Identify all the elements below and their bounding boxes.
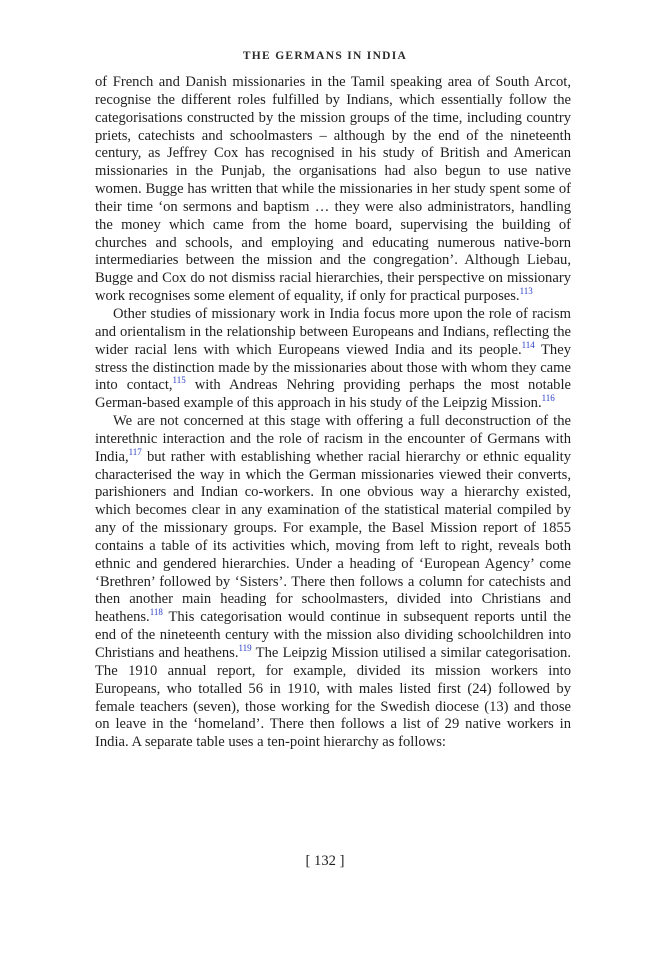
paragraph-text: They stress the distinction made by the missionaries about those with whom they came into contact, [95,341,571,394]
paragraph [95,74,571,306]
footnote-marker[interactable]: 113 [519,286,533,297]
footnote-marker[interactable]: 117 [128,446,142,457]
paragraph-text: of French and Danish missionaries in the Tamil speaking area of South Arcot, recognise the different roles fulfilled by Indians, which essentially follow the categorisations constructed by the mission groups of the time, including country priets, catechists and schoolmasters – although by the end of the nineteenth century, as Jeffrey Cox has recognised in his study of British and American missionaries in the Punjab, the organisations had also begun to use native women. Bugge has written that while the missionaries in her study spent some of their time ‘on sermons and baptism … they were also administrators, handling the money which came from the home board, supervising the building of churches and schools, and employing and educating numerous native-born intermediaries between the mission and the congregation’. Although Liebau, Bugge and Cox do not dismiss racial hierarchies, their perspective on missionary work recognises some element of equality, if only for practical purposes. [95,74,571,305]
page-number: [ 132 ] [305,853,345,869]
paragraph-text: but rather with establishing whether racial hierarchy or ethnic equality characterised the way in which the German missionaries viewed their converts, parishioners and Indian co-workers. In one obvious way a hierarchy existed, which becomes clear in any examination of the statistical material compiled by any of the missionary groups. For example, the Basel Mission report of 1855 contains a table of its activities which, moving from left to right, reveals both ethnic and gendered hierarchies. Under a heading of ‘European Agency’ come ‘Brethren’ followed by ‘Sisters’. There then follows a column for catechists and then another main heading for schoolmasters, divided into Christians and heathens. [95,448,571,626]
paragraph-text: We are not concerned at this stage with offering a full deconstruction of the interethnic interaction and the role of racism in the encounter of Germans with India, [95,413,571,465]
running-head: THE GERMANS IN INDIA [242,50,408,62]
footnote-marker[interactable]: 114 [521,339,535,350]
footnote-marker[interactable]: 115 [172,375,186,386]
footnote-marker[interactable]: 118 [149,607,163,618]
paragraph-text: The Leipzig Mission utilised a similar categorisation. The 1910 annual report, for example, divided its mission workers into Europeans, who totalled 56 in 1910, with males listed first (24) followed by female teachers (seven), those working for the Swedish diocese (13) and those on leave in the ‘homeland’. There then follows a list of 29 native workers in India. A separate table uses a ten-point hierarchy as follows: [95,645,571,751]
paragraph-text: Other studies of missionary work in India focus more upon the role of racism and orientalism in the relationship between Europeans and Indians, reflecting the wider racial lens with which Europeans viewed India and its people. [95,305,571,358]
footnote-marker[interactable]: 119 [238,643,252,654]
paragraph-text: with Andreas Nehring providing perhaps the most notable German-based example of this approach in his study of the Leipzig Mission. [95,377,572,412]
paragraph [95,306,571,413]
footnote-marker[interactable]: 116 [541,393,555,404]
paragraph-text: This categorisation would continue in subsequent reports until the end of the nineteenth century with the mission also dividing schoolchildren into Christians and heathens. [95,609,571,661]
paragraph [95,413,571,752]
body-text [95,74,571,752]
